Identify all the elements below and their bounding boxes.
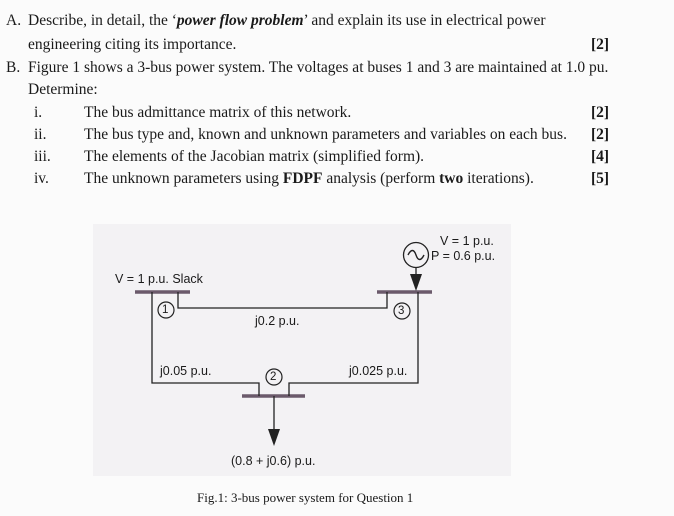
- power-system-figure: [93, 224, 511, 476]
- bus-1-number: 1: [162, 304, 169, 316]
- subquestion-iv-text-post: iterations).: [463, 170, 534, 187]
- question-b-letter: B.: [6, 59, 21, 76]
- bus-1-label: V = 1 p.u. Slack: [115, 272, 203, 286]
- bus-3-number: 3: [398, 305, 405, 317]
- subquestion-ii-marks: [2]: [591, 126, 610, 143]
- subquestion-iv-number: iv.: [34, 170, 49, 187]
- subquestion-i-marks: [2]: [591, 104, 610, 121]
- question-a-line2: engineering citing its importance.: [28, 36, 237, 53]
- subquestion-iv-text: [84, 170, 534, 188]
- line-1-3: [178, 292, 387, 308]
- subquestion-ii-number: ii.: [34, 126, 47, 143]
- bus-2-number: 2: [270, 371, 277, 383]
- subquestion-iv-marks: [5]: [591, 170, 610, 187]
- subquestion-i-text: The bus admittance matrix of this network.: [84, 104, 352, 121]
- bus-3-voltage-label: V = 1 p.u.: [440, 234, 494, 248]
- subquestion-iii-number: iii.: [34, 148, 51, 165]
- fdpf-term: FDPF: [282, 170, 323, 187]
- subquestion-iv-text-mid: analysis (perform: [322, 170, 440, 187]
- subquestion-i-number: i.: [34, 104, 43, 121]
- question-a-letter: A.: [6, 12, 22, 29]
- question-a-text-pre: Describe, in detail, the ‘: [28, 12, 177, 29]
- question-b-line2: Determine:: [28, 81, 98, 98]
- line-1-2-impedance: j0.05 p.u.: [160, 364, 212, 378]
- subquestion-iii-marks: [4]: [591, 148, 610, 165]
- subquestion-ii-text: The bus type and, known and unknown parameters and variables on each bus.: [84, 126, 567, 143]
- question-a-marks: [2]: [591, 36, 610, 53]
- bus-3-power-label: P = 0.6 p.u.: [431, 249, 496, 263]
- bus-2-load-label: (0.8 + j0.6) p.u.: [231, 454, 316, 468]
- sine-wave-icon: [408, 251, 424, 260]
- load-arrow-icon: [268, 429, 280, 446]
- subquestion-iii-text: The elements of the Jacobian matrix (simplified form).: [84, 148, 425, 165]
- subquestion-iv-text-pre: The unknown parameters using: [84, 170, 283, 187]
- question-a-line1: [28, 12, 546, 30]
- question-b-line1: Figure 1 shows a 3-bus power system. The voltages at buses 1 and 3 are maintained at 1.0 pu.: [28, 59, 609, 76]
- injection-arrow-icon: [410, 274, 422, 291]
- line-1-3-impedance: j0.2 p.u.: [255, 314, 300, 328]
- line-2-3-impedance: j0.025 p.u.: [349, 364, 408, 378]
- question-a-emphasis: power flow problem: [176, 12, 304, 29]
- two-term: two: [439, 170, 464, 187]
- figure-caption: Fig.1: 3-bus power system for Question 1: [197, 490, 414, 505]
- question-a-text-post: ’ and explain its use in electrical power: [303, 12, 546, 29]
